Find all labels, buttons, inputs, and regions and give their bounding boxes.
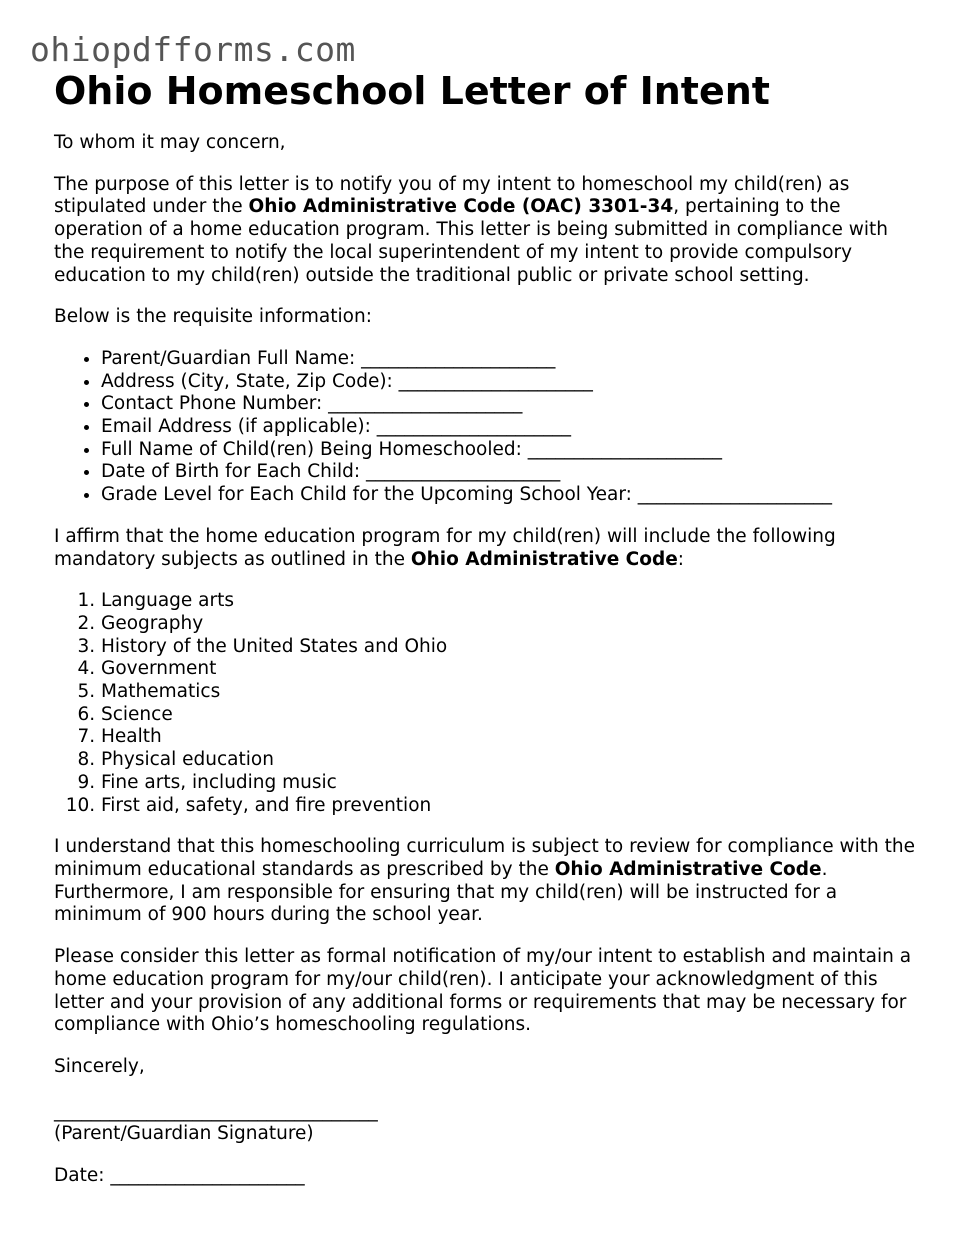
subject-item: 4. Government [101, 658, 924, 681]
affirm-text-start: I affirm that the home education program for my child(ren) will include the following mandatory subjects as outlined in the [54, 525, 836, 570]
info-heading: Below is the requisite information: [54, 306, 372, 328]
signature-line: ___________________________________ [54, 1100, 378, 1122]
subject-item: 8. Physical education [101, 749, 924, 772]
review-paragraph [54, 836, 924, 927]
subject-item: 6. Science [101, 704, 924, 727]
subject-item: 9. Fine arts, including music [101, 772, 924, 795]
subject-item: 10. First aid, safety, and fire prevention [101, 795, 924, 818]
review-text-end: . Furthermore, I am responsible for ensuring that my child(ren) will be instructed for a minimum of 900 hours during the school year. [54, 858, 838, 926]
intro-paragraph [54, 174, 924, 288]
subject-item: 5. Mathematics [101, 681, 924, 704]
watermark: ohiopdfforms.com [30, 30, 356, 69]
info-item-grade-level: • Grade Level for Each Child for the Upcoming School Year: _____________________ [101, 484, 924, 507]
info-item-parent-name: • Parent/Guardian Full Name: _____________________ [101, 348, 924, 371]
review-code-reference: Ohio Administrative Code [554, 858, 822, 880]
affirm-paragraph [54, 526, 924, 571]
info-item-birth-date: • Date of Birth for Each Child: _____________________ [101, 461, 924, 484]
intro-text-end: , pertaining to the operation of a home education program. This letter is being submitted in compliance with the requirement to notify the local superintendent of my intent to provide compulsory education to my child(ren) outside the traditional public or private school setting. [54, 196, 889, 286]
subject-item: 2. Geography [101, 613, 924, 636]
signature-caption: (Parent/Guardian Signature) [54, 1123, 314, 1145]
subject-item: 7. Health [101, 726, 924, 749]
subjects-list [54, 590, 924, 817]
page-title: Ohio Homeschool Letter of Intent [54, 69, 770, 113]
info-item-address: • Address (City, State, Zip Code): _____________________ [101, 371, 924, 394]
review-text-start: I understand that this homeschooling curriculum is subject to review for compliance with the minimum educational standards as prescribed by the [54, 836, 915, 880]
info-item-phone: • Contact Phone Number: _____________________ [101, 393, 924, 416]
intro-text-start: The purpose of this letter is to notify you of my intent to homeschool my child(ren) as stipulated under the [54, 173, 850, 218]
subject-item: 3. History of the United States and Ohio [101, 636, 924, 659]
signoff: Sincerely, [54, 1055, 145, 1077]
info-item-child-name: • Full Name of Child(ren) Being Homeschooled: _____________________ [101, 439, 924, 462]
info-item-email: • Email Address (if applicable): _____________________ [101, 416, 924, 439]
date-line: Date: _____________________ [54, 1165, 305, 1187]
closing-paragraph: Please consider this letter as formal notification of my/our intent to establish and maintain a home education program for my/our child(ren). I anticipate your acknowledgment of this letter and your provision of any additional forms or requirements that may be necessary for compliance with Ohio’s homeschooling regulations. [54, 946, 912, 1036]
info-list [54, 348, 924, 507]
subject-item: 1. Language arts [101, 590, 924, 613]
intro-code-reference: Ohio Administrative Code (OAC) 3301-34 [248, 196, 674, 218]
affirm-code-reference: Ohio Administrative Code [410, 548, 678, 570]
salutation: To whom it may concern, [54, 132, 286, 153]
letter-body [54, 68, 924, 1207]
affirm-text-end: : [677, 548, 684, 570]
